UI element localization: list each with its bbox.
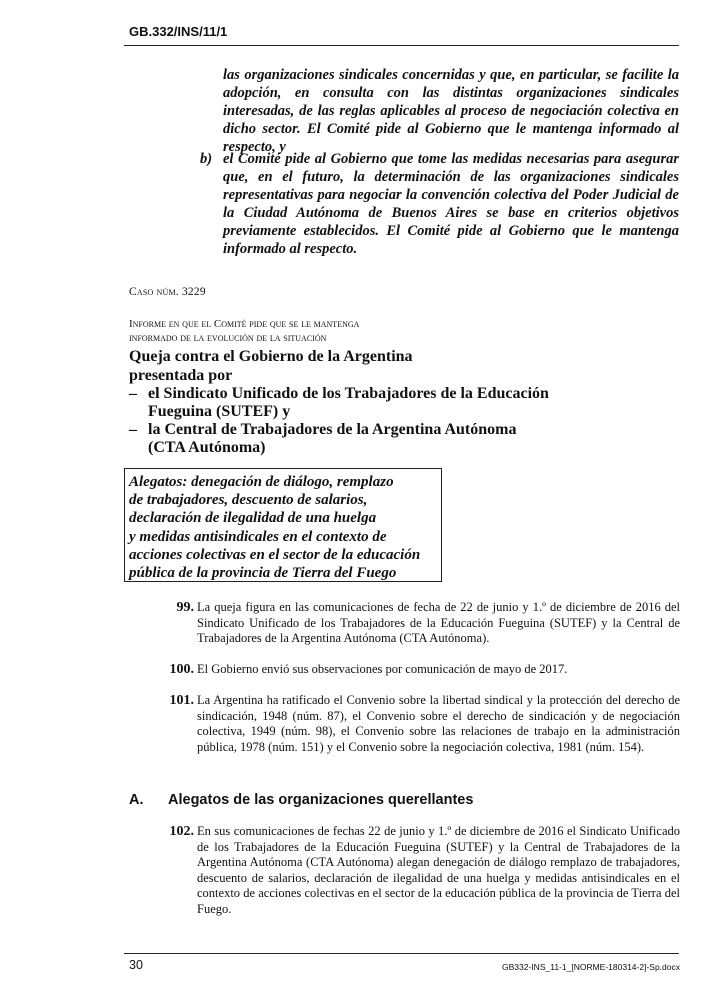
paragraph-100	[160, 662, 680, 678]
report-status-line-2: informado de la evolución de la situación	[129, 332, 327, 344]
footer-rule	[124, 953, 679, 954]
complaint-title: Queja contra el Gobierno de la Argentina	[129, 348, 413, 365]
allegations-line: y medidas antisindicales en el contexto de	[129, 528, 387, 545]
paragraph-number: 102.	[169, 824, 194, 839]
footer-file-name: GB332-INS_11-1_[NORME-180314-2]-Sp.docx	[502, 962, 680, 972]
allegations-line: pública de la provincia de Tierra del Fuego	[129, 565, 397, 582]
allegations-line: de trabajadores, descuento de salarios,	[129, 492, 368, 509]
complainant-2-line-1: la Central de Trabajadores de la Argentina Autónoma	[148, 421, 517, 438]
paragraph-101	[160, 693, 680, 755]
paragraph-text: La queja figura en las comunicaciones de fecha de 22 de junio y 1.º de diciembre de 2016 del Sindicato Unificado de los Trabajadores de la Educación Fueguina (SUTEF) y la Central de Trabajadores de la Argentina Autónoma (CTA Autónoma).	[197, 600, 680, 646]
allegations-line: declaración de ilegalidad de una huelga	[129, 510, 377, 527]
allegations-line: Alegatos: denegación de diálogo, remplazo	[129, 474, 394, 490]
complainant-2-line-2: (CTA Autónoma)	[148, 439, 266, 456]
complainant-1-line-2: Fueguina (SUTEF) y	[148, 403, 291, 420]
page-number: 30	[129, 958, 143, 972]
report-status-line-1: Informe en que el Comité pide que se le mantenga	[129, 318, 360, 330]
allegations-box	[124, 468, 442, 582]
paragraph-number: 100.	[169, 662, 194, 677]
complainant-1-line-1: el Sindicato Unificado de los Trabajadores de la Educación	[148, 385, 549, 402]
paragraph-102	[160, 824, 680, 918]
complainant-dash: –	[129, 385, 137, 402]
case-number: Caso núm. 3229	[129, 286, 206, 298]
paragraph-number: 99.	[176, 600, 194, 615]
item-b-text: el Comité pide al Gobierno que tome las medidas necesarias para asegurar que, en el futuro, la determinación de las organizaciones sindicales representativas para negociar la convención colectiva del Poder Judicial de la Ciudad Autónoma de Buenos Aires se base en criterios objetivos previamente establecidos. El Comité pide al Gobierno que le mantenga informado al respecto.	[223, 151, 679, 257]
header-rule	[124, 45, 679, 46]
allegations-line: acciones colectivas en el sector de la educación	[129, 546, 421, 563]
complaint-presented-by: presentada por	[129, 367, 233, 384]
paragraph-99	[160, 600, 680, 647]
section-a-letter: A.	[129, 792, 144, 808]
paragraph-text: El Gobierno envió sus observaciones por comunicación de mayo de 2017.	[197, 662, 568, 676]
section-a-title: Alegatos de las organizaciones querellantes	[168, 792, 474, 808]
paragraph-text: En sus comunicaciones de fechas 22 de junio y 1.º de diciembre de 2016 el Sindicato Unificado de los Trabajadores de la Educación Fueguina (SUTEF) y la Central de Trabajadores de la Argentina Autónoma (CTA Autónoma) alegan denegación de diálogo remplazo de trabajadores, descuento de salarios, declaración de ilegalidad de una huelga y medidas antisindicales en el contexto de acciones colectivas en el sector de la educación pública de la provincia de Tierra del Fuego.	[197, 824, 680, 916]
paragraph-text: La Argentina ha ratificado el Convenio sobre la libertad sindical y la protección del derecho de sindicación, 1948 (núm. 87), el Convenio sobre el derecho de sindicación y de negociación colectiva, 1949 (núm. 98), el Convenio sobre las relaciones de trabajo en la administración pública, 1978 (núm. 151) y el Convenio sobre la negociación colectiva, 1981 (núm. 154).	[197, 693, 680, 754]
continuation-paragraph: las organizaciones sindicales concernidas y que, en particular, se facilite la adopción, en consulta con las distintas organizaciones sindicales interesadas, de las reglas aplicables al proceso de negociación colectiva en dicho sector. El Comité pide al Gobierno que le mantenga informado al respecto, y	[223, 67, 679, 155]
complainant-dash: –	[129, 421, 137, 438]
document-code: GB.332/INS/11/1	[129, 24, 228, 39]
item-b-letter: b)	[200, 151, 213, 167]
paragraph-number: 101.	[169, 693, 194, 708]
